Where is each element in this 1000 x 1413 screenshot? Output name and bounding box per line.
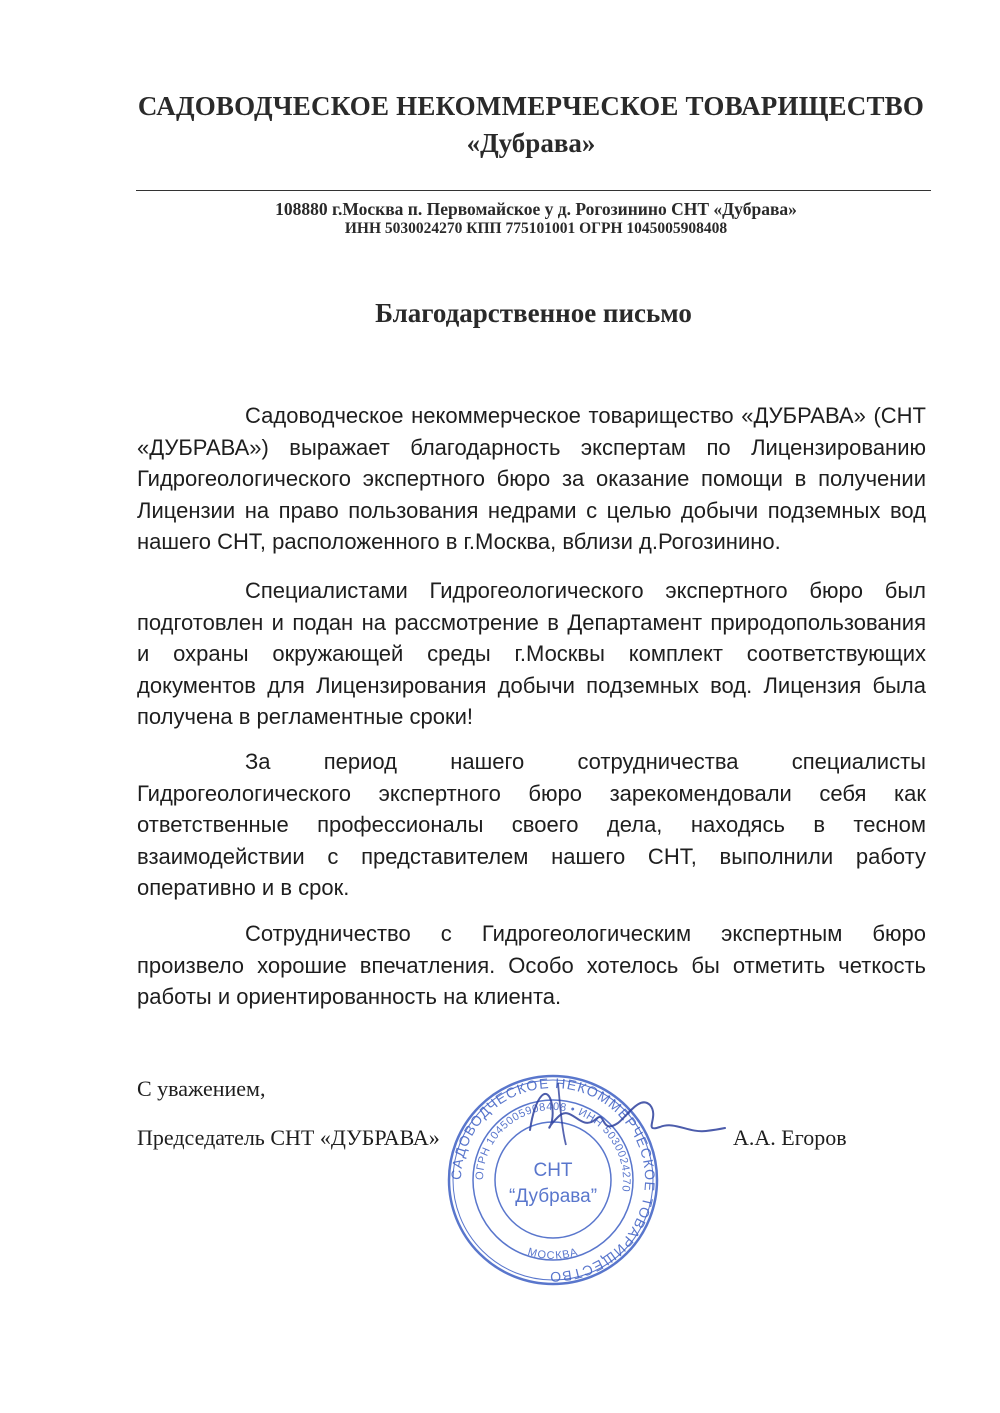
stamp-inner-ring: ОГРН 1045005908408 • ИНН 5030024270 (473, 1100, 633, 1193)
paragraph-4: Сотрудничество с Гидрогеологическим экспертным бюро произвело хорошие впечатления. Особо хотелось бы отметить четкость работы и ориентированность на клиента. (137, 921, 926, 1009)
stamp-center-line2: “Дубрава” (508, 1186, 598, 1207)
org-requisites: ИНН 5030024270 КПП 775101001 ОГРН 1045005908408 (344, 220, 728, 237)
stamp-outer-ring: САДОВОДЧЕСКОЕ НЕКОММЕРЧЕСКОЕ ТОВАРИЩЕСТВО (447, 1074, 659, 1286)
stamp-bottom: МОСКВА (526, 1246, 580, 1262)
signatory-position: Председатель СНТ «ДУБРАВА» (137, 1125, 440, 1150)
closing-regards: С уважением, (137, 1076, 266, 1101)
paragraph-3: За период нашего сотрудничества специалисты Гидрогеологического экспертного бюро зарекомендовали себя как ответственные профессионалы своего дела, находясь в тесном взаимодействии с представителем нашего СНТ, выполнили работу оперативно и в срок. (137, 749, 926, 900)
org-address: 108880 г.Москва п. Первомайское у д. Рогозинино СНТ «Дубрава» (275, 199, 797, 219)
paragraph-1: Садоводческое некоммерческое товарищество «ДУБРАВА» (СНТ «ДУБРАВА») выражает благодарность экспертам по Лицензированию Гидрогеологического экспертного бюро за оказание помощи в получении Лицензии на право пользования недрами с целью добычи подземных вод нашего СНТ, расположенного в г.Москва, вблизи д.Рогозинино. (137, 403, 926, 554)
header-divider (136, 190, 931, 191)
stamp-center-line1: СНТ (533, 1160, 573, 1181)
svg-text:МОСКВА (526, 1246, 579, 1262)
signatory-name: А.А. Егоров (733, 1125, 847, 1150)
org-name-line2: «Дубрава» (466, 128, 596, 158)
handwritten-signature (510, 1075, 730, 1155)
letter-title: Благодарственное письмо (375, 298, 692, 328)
org-name-line1: САДОВОДЧЕСКОЕ НЕКОММЕРЧЕСКОЕ ТОВАРИЩЕСТВО (137, 91, 925, 121)
paragraph-2: Специалистами Гидрогеологического экспертного бюро был подготовлен и подан на рассмотрение в Департамент природопользования и охраны окружающей среды г.Москвы комплект соответствующих документов для Лицензирования добычи подземных вод. Лицензия была получена в регламентные сроки! (137, 578, 926, 729)
